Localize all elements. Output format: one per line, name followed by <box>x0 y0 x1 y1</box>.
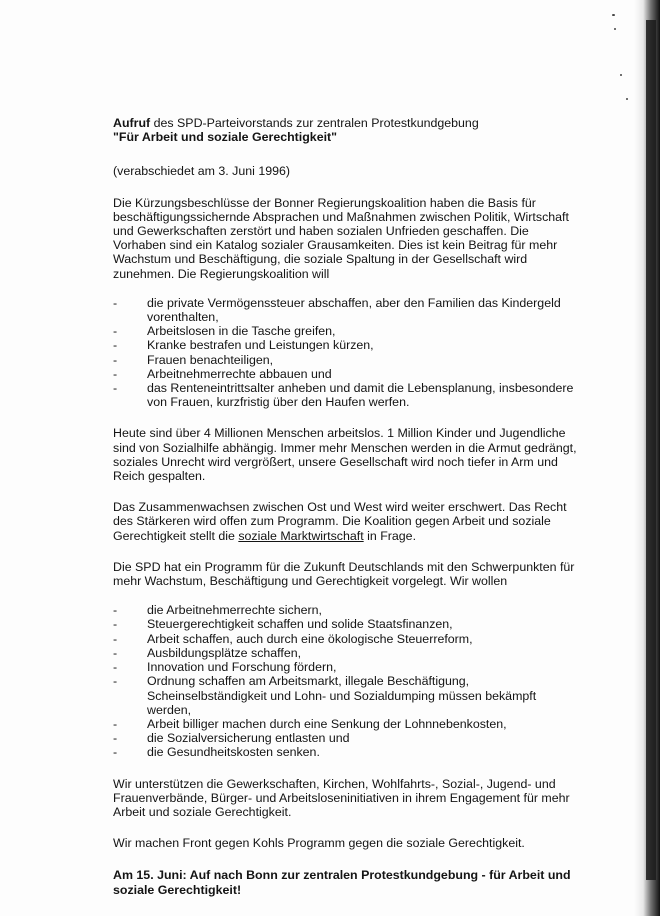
paragraph-unemployment: Heute sind über 4 Millionen Menschen arbeitslos. 1 Million Kinder und Jugendliche sind von Sozialhilfe abhängig. Immer mehr Menschen werden in die Armut gedrängt, soziales Unrecht wird vergrößert, unsere Gesellschaft wird noch tiefer in Arm und Reich gespalten. <box>113 426 577 484</box>
list-item-text: Innovation und Forschung fördern, <box>147 660 337 675</box>
list-item-text: Ordnung schaffen am Arbeitsmarkt, illegale Beschäftigung, Scheinselbständigkeit und Lohn- und Sozialdumping müssen bekämpft werden, <box>147 674 537 717</box>
scan-edge-line <box>646 20 656 880</box>
heading-lead: Aufruf <box>113 116 151 130</box>
scan-speck <box>614 28 616 30</box>
list-item-text: Arbeit schaffen, auch durch eine ökologische Steuerreform, <box>147 631 473 646</box>
list-item <box>113 603 583 617</box>
dash-marker: - <box>113 352 118 367</box>
paragraph-spd-program: Die SPD hat ein Programm für die Zukunft Deutschlands mit den Schwerpunkten für mehr Wachstum, Beschäftigung und Gerechtigkeit vorgelegt. Wir wollen <box>113 559 575 589</box>
dash-marker: - <box>113 617 118 632</box>
list-item <box>113 646 583 660</box>
document-heading <box>113 116 583 130</box>
scan-speck <box>620 74 622 76</box>
dash-marker: - <box>113 295 118 310</box>
underlined-phrase: soziale Marktwirtschaft <box>238 528 364 543</box>
list-item <box>113 367 583 381</box>
paragraph-support: Wir unterstützen die Gewerkschaften, Kirchen, Wohlfahrts-, Sozial-, Jugend- und Frauenverbände, Bürger- und Arbeitsloseninitiativen in ihrem Engagement für mehr Arbeit und soziale Gerechtigkeit. <box>113 776 570 819</box>
list-item <box>113 296 583 324</box>
scan-speck <box>612 14 615 16</box>
list-item <box>113 632 583 646</box>
list-item <box>113 731 583 745</box>
list-item-text: Arbeitslosen in die Tasche greifen, <box>147 324 336 339</box>
paragraph-front: Wir machen Front gegen Kohls Programm gegen die soziale Gerechtigkeit. <box>113 836 525 851</box>
adoption-date: (verabschiedet am 3. Juni 1996) <box>113 164 291 179</box>
dash-marker: - <box>113 660 118 675</box>
list-item <box>113 745 583 759</box>
scan-shadow-edge <box>634 0 660 916</box>
heading-rest: des SPD-Parteivorstands zur zentralen Protestkundgebung <box>153 116 479 130</box>
list-item <box>113 353 583 367</box>
dash-marker: - <box>113 645 118 660</box>
dash-marker: - <box>113 631 118 646</box>
spd-goals-list <box>113 603 583 759</box>
coalition-plans-list <box>113 296 583 410</box>
paragraph-text: in Frage. <box>363 528 417 543</box>
list-item-text: das Renteneintrittsalter anheben und damit die Lebensplanung, insbesondere von Frauen, kurzfristig über den Haufen werfen. <box>147 381 574 410</box>
list-item-text: die private Vermögenssteuer abschaffen, aber den Familien das Kindergeld vorenthalten, <box>147 295 561 325</box>
dash-marker: - <box>113 366 118 381</box>
list-item <box>113 674 583 717</box>
list-item-text: die Gesundheitskosten senken. <box>147 745 320 760</box>
list-item-text: Frauen benachteiligen, <box>147 352 274 367</box>
list-item-text: Arbeit billiger machen durch eine Senkung der Lohnnebenkosten, <box>147 716 507 731</box>
list-item-text: Arbeitnehmerrechte abbauen und <box>147 366 332 381</box>
list-item <box>113 324 583 338</box>
dash-marker: - <box>113 745 118 760</box>
list-item-text: Ausbildungsplätze schaffen, <box>147 645 302 660</box>
scan-speck <box>626 98 628 100</box>
dash-marker: - <box>113 674 118 689</box>
closing-call: Am 15. Juni: Auf nach Bonn zur zentralen Protestkundgebung - für Arbeit und soziale Gerechtigkeit! <box>113 868 571 897</box>
dash-marker: - <box>113 716 118 731</box>
dash-marker: - <box>113 338 118 353</box>
dash-marker: - <box>113 603 118 618</box>
list-item <box>113 381 583 409</box>
list-item <box>113 617 583 631</box>
dash-marker: - <box>113 381 118 396</box>
dash-marker: - <box>113 324 118 339</box>
list-item-text: die Arbeitnehmerrechte sichern, <box>147 603 322 618</box>
paragraph-intro: Die Kürzungsbeschlüsse der Bonner Regierungskoalition haben die Basis für beschäftigungssichernde Absprachen und Maßnahmen zwischen Politik, Wirtschaft und Gewerkschaften zerstört und haben sozialen Unfrieden geschaffen. Die Vorhaben sind ein Katalog sozialer Grausamkeiten. Dies ist kein Beitrag für mehr Wachstum und Beschäftigung, die soziale Spaltung in der Gesellschaft wird zunehmen. Die Regierungskoalition will <box>113 195 569 281</box>
list-item-text: Kranke bestrafen und Leistungen kürzen, <box>147 338 374 353</box>
list-item <box>113 717 583 731</box>
list-item <box>113 660 583 674</box>
list-item-text: Steuergerechtigkeit schaffen und solide Staatsfinanzen, <box>147 617 453 632</box>
list-item <box>113 338 583 352</box>
document-body <box>113 116 583 897</box>
paragraph-east-west <box>113 500 583 543</box>
document-title: "Für Arbeit und soziale Gerechtigkeit" <box>113 130 338 145</box>
paragraph-text: Das Zusammenwachsen zwischen Ost und West wird weiter erschwert. Das Recht des Stärkeren wird offen zum Programm. Die Koalition gegen Arbeit und soziale Gerechtigkeit stellt die <box>113 500 567 543</box>
dash-marker: - <box>113 731 118 746</box>
list-item-text: die Sozialversicherung entlasten und <box>147 731 350 746</box>
